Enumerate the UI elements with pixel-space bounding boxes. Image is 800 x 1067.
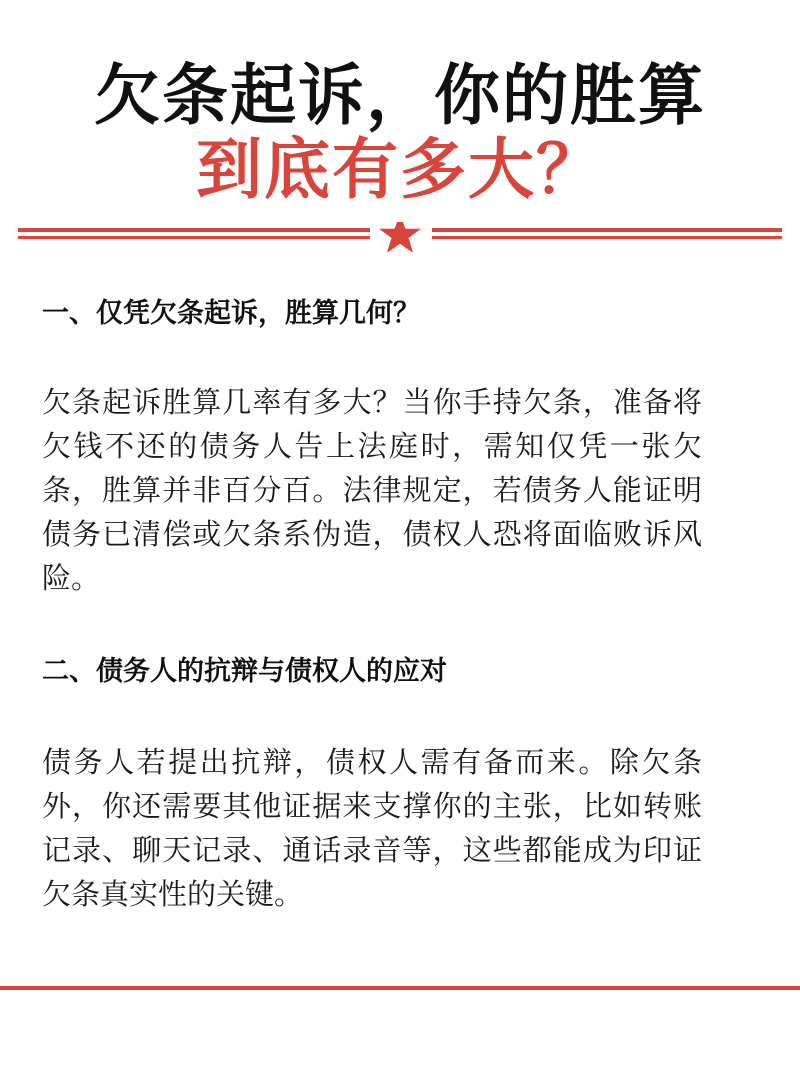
title-line-1: 欠条起诉，你的胜算 [94, 56, 706, 134]
divider-left-lines [18, 228, 370, 239]
title-line-2: 到底有多大？ [196, 130, 604, 208]
star-icon [379, 222, 421, 252]
divider-right-lines [432, 228, 782, 239]
bottom-rule [0, 986, 800, 990]
section-body-1: 欠条起诉胜算几率有多大？当你手持欠条，准备将欠钱不还的债务人告上法庭时，需知仅凭一张欠条，胜算并非百分百。法律规定，若债务人能证明债务已清偿或欠条系伪造，债权人恐将面临败诉风险。 [42, 385, 702, 595]
section-heading-2: 二、债务人的抗辩与债权人的应对 [42, 656, 447, 687]
section-body-2: 债务人若提出抗辩，债权人需有备而来。除欠条外，你还需要其他证据来支撑你的主张，比如转账记录、聊天记录、通话录音等，这些都能成为印证欠条真实性的关键。 [42, 745, 702, 911]
section-heading-1: 一、仅凭欠条起诉，胜算几何？ [42, 298, 420, 329]
title-divider [0, 222, 800, 252]
